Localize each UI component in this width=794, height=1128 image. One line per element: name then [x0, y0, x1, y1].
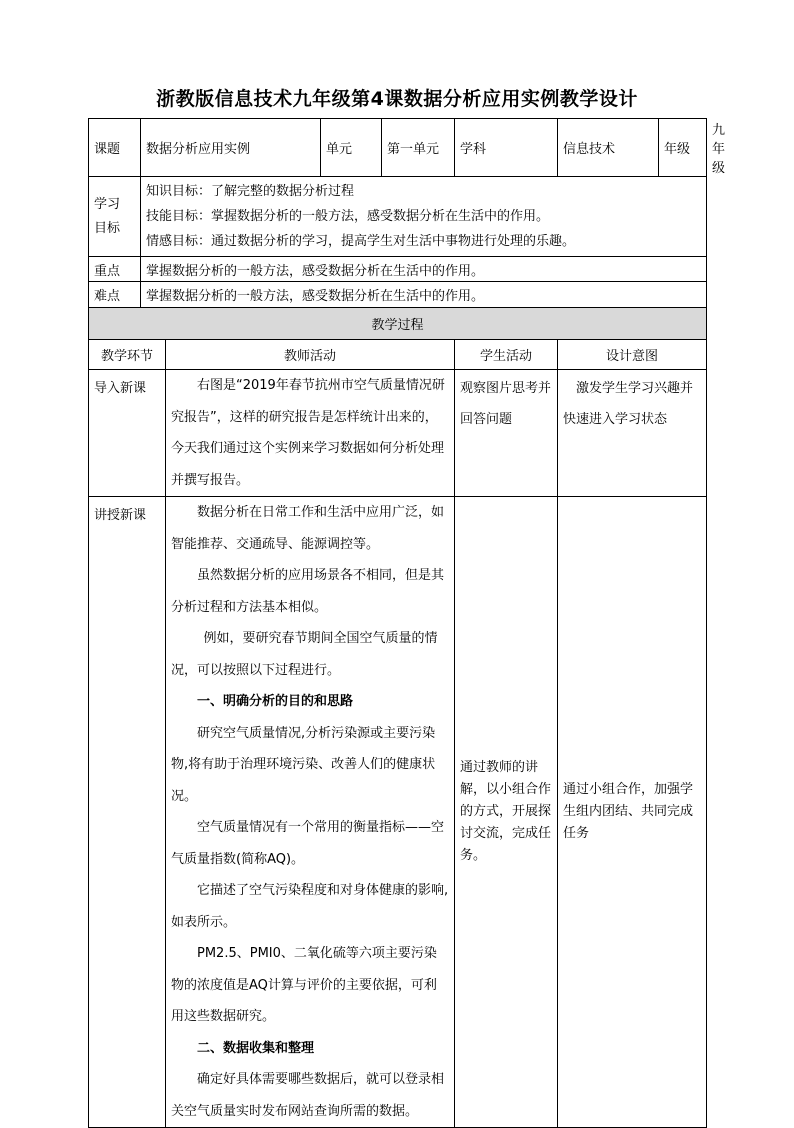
table-row [89, 370, 707, 497]
col-design: 设计意图 [558, 340, 707, 370]
difficulty-row [89, 282, 707, 308]
unit-label: 单元 [321, 119, 382, 177]
key-point-row [89, 257, 707, 282]
teacher-paragraph: 右图是“2019年春节抗州市空气质量情况研究报告”，这样的研究报告是怎样统计出来的，今天我们通过这个实例来学习数据如何分析处理并撰写报告。 [171, 378, 445, 488]
teacher-paragraph: 研究空气质量情况,分析污染源或主要污染物,将有助于治理环境污染、改善人们的健康状况。 [171, 725, 436, 804]
teacher-paragraph: 它描述了空气污染程度和对身体健康的影响,如表所示。 [171, 883, 449, 930]
subject-label: 学科 [455, 119, 558, 177]
header-row: 课题 数据分析应用实例 单元 第一单元 学科 信息技术 年级 九年级 [89, 119, 707, 177]
section-heading: 二、数据收集和整理 [197, 1040, 315, 1056]
col-stage: 教学环节 [89, 340, 166, 370]
table-row [89, 497, 707, 1128]
topic-label: 课题 [89, 119, 141, 177]
process-title-row [89, 308, 707, 340]
difficulty-label: 难点 [89, 282, 141, 308]
key-point-value: 掌握数据分析的一般方法，感受数据分析在生活中的作用。 [141, 257, 707, 282]
design-cell: 激发学生学习兴趣并快速进入学习状态 [558, 370, 707, 497]
goal-emotion: 情感目标：通过数据分析的学习，提高学生对生活中事物进行处理的乐趣。 [146, 234, 576, 249]
unit-value: 第一单元 [382, 119, 455, 177]
teacher-cell [166, 370, 455, 497]
student-cell: 通过教师的讲解，以小组合作的方式，开展探讨交流，完成任务。 [455, 497, 558, 1128]
student-cell: 观察图片思考并回答问题 [455, 370, 558, 497]
teacher-paragraph: 确定好具体需要哪些数据后，就可以登录相关空气质量实时发布网站查询所需的数据。 [171, 1072, 445, 1119]
subject-value: 信息技术 [558, 119, 659, 177]
section-heading: 一、明确分析的目的和思路 [197, 694, 354, 709]
column-header-row [89, 340, 707, 370]
design-cell: 通过小组合作，加强学生组内团结、共同完成任务 [558, 497, 707, 1128]
teacher-paragraph: 空气质量情况有一个常用的衡量指标——空气质量指数(简称AQ)。 [171, 820, 445, 867]
teacher-paragraph: 虽然数据分析的应用场景各不相同，但是其分析过程和方法基本相似。 [171, 568, 445, 615]
stage-cell: 导入新课 [89, 370, 166, 497]
lesson-plan-table [88, 118, 726, 1128]
goals-content [141, 177, 707, 257]
goal-skill: 技能目标：掌握数据分析的一般方法，感受数据分析在生活中的作用。 [146, 209, 550, 224]
col-student: 学生活动 [455, 340, 558, 370]
col-teacher: 教师活动 [166, 340, 455, 370]
teacher-cell [166, 497, 455, 1128]
topic-value: 数据分析应用实例 [141, 119, 321, 177]
goals-row [89, 177, 707, 257]
process-title: 教学过程 [89, 308, 707, 340]
difficulty-value: 掌握数据分析的一般方法，感受数据分析在生活中的作用。 [141, 282, 707, 308]
page-title: 浙教版信息技术九年级第4课数据分析应用实例教学设计 [156, 88, 638, 110]
teacher-paragraph: 例如，要研究春节期间全国空气质量的情况，可以按照以下过程进行。 [171, 631, 438, 678]
goals-label: 学习目标 [89, 177, 141, 257]
key-point-label: 重点 [89, 257, 141, 282]
grade-label: 年级 [659, 119, 707, 177]
teacher-paragraph: 数据分析在日常工作和生活中应用广泛，如智能推荐、交通疏导、能源调控等。 [171, 505, 445, 552]
stage-cell: 讲授新课 [89, 497, 166, 1128]
teacher-paragraph: PM2.5、PMI0、二氧化硫等六项主要污染物的浓度值是AQ计算与评价的主要依据，可利用这些数据研究。 [171, 946, 437, 1024]
goal-knowledge: 知识目标：了解完整的数据分析过程 [146, 184, 355, 199]
